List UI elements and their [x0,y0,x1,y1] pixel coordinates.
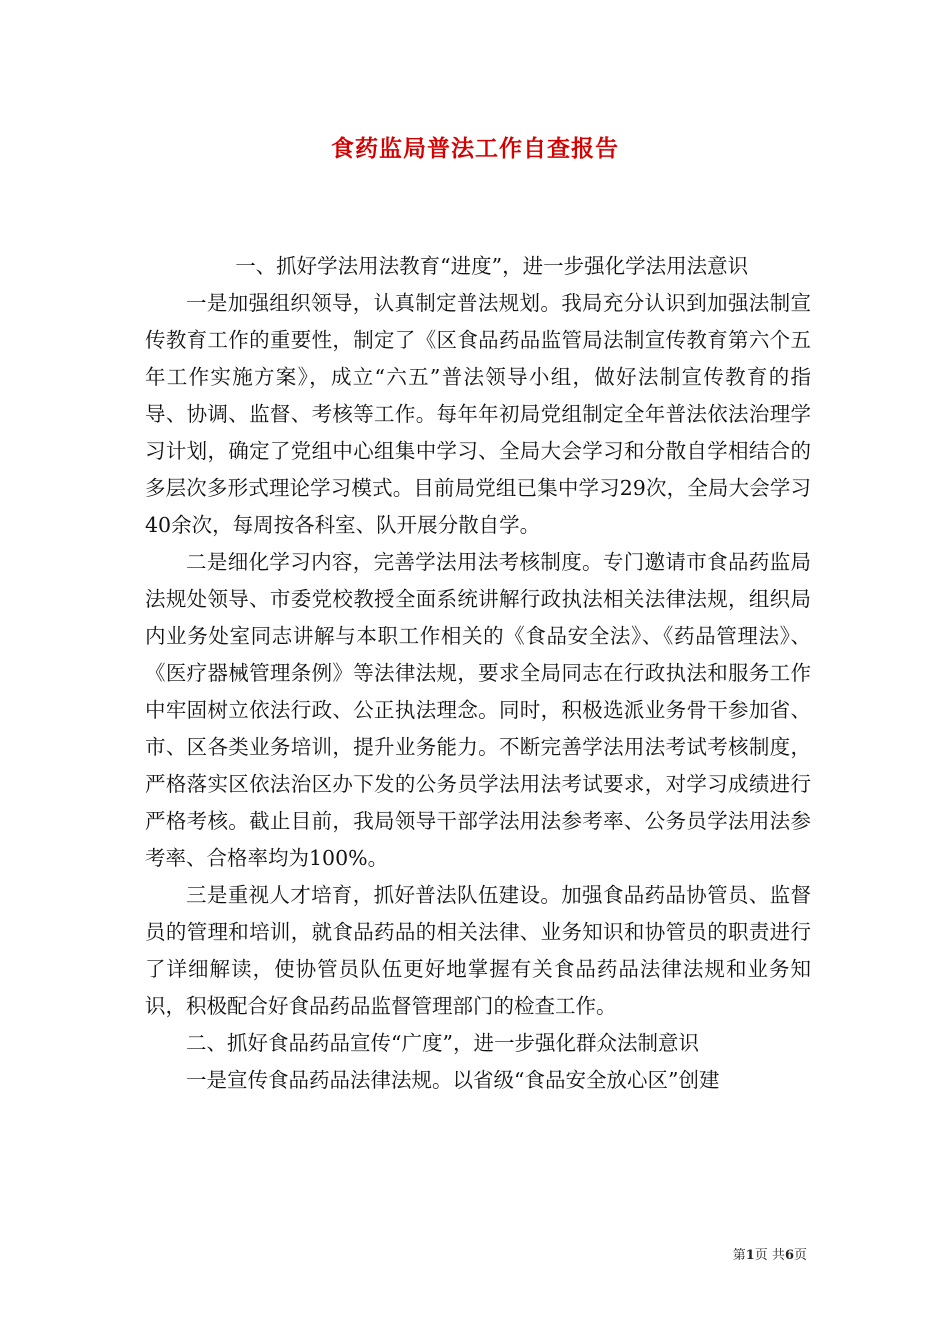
footer-total-pages: 6 [784,1248,794,1263]
footer-current-page: 1 [745,1248,755,1263]
paragraph-1: 一是加强组织领导，认真制定普法规划。我局充分认识到加强法制宣传教育工作的重要性，制定了《区食品药品监管局法制宣传教育第六个五年工作实施方案》，成立“六五”普法领导小组，做好法制宣传教育的指导、协调、监督、考核等工作。每年年初局党组制定全年普法依法治理学习计划，确定了党组中心组集中学习、全局大会学习和分散自学相结合的多层次多形式理论学习模式。目前局党组已集中学习29次，全局大会学习40余次，每周按各科室、队开展分散自学。 [145,291,811,537]
section-heading-1: 一、抓好学法用法教育“进度”，进一步强化学法用法意识 [235,254,749,278]
paragraph-3: 三是重视人才培育，抓好普法队伍建设。加强食品药品协管员、监督员的管理和培训，就食品药品的相关法律、业务知识和协管员的职责进行了详细解读，使协管员队伍更好地掌握有关食品药品法律法规和业务知识，积极配合好食品药品监督管理部门的检查工作。 [145,883,811,1018]
footer-suffix: 页 [793,1248,807,1263]
section-heading-2: 二、抓好食品药品宣传“广度”，进一步强化群众法制意识 [186,1031,699,1055]
paragraph-4: 一是宣传食品药品法律法规。以省级“食品安全放心区”创建 [186,1068,720,1092]
footer-middle: 页 共 [754,1248,785,1263]
footer-prefix: 第 [732,1248,746,1263]
document-body [145,248,811,1099]
paragraph-2: 二是细化学习内容，完善学法用法考核制度。专门邀请市食品药监局法规处领导、市委党校教授全面系统讲解行政执法相关法律法规，组织局内业务处室同志讲解与本职工作相关的《食品安全法》、《药品管理法》、《医疗器械管理条例》等法律法规，要求全局同志在行政执法和服务工作中牢固树立依法行政、公正执法理念。同时，积极选派业务骨干参加省、市、区各类业务培训，提升业务能力。不断完善学法用法考试考核制度，严格落实区依法治区办下发的公务员学法用法考试要求，对学习成绩进行严格考核。截止目前，我局领导干部学法用法参考率、公务员学法用法参考率、合格率均为100%。 [145,550,811,870]
page-footer [733,1247,807,1265]
document-title: 食药监局普法工作自查报告 [331,135,619,162]
